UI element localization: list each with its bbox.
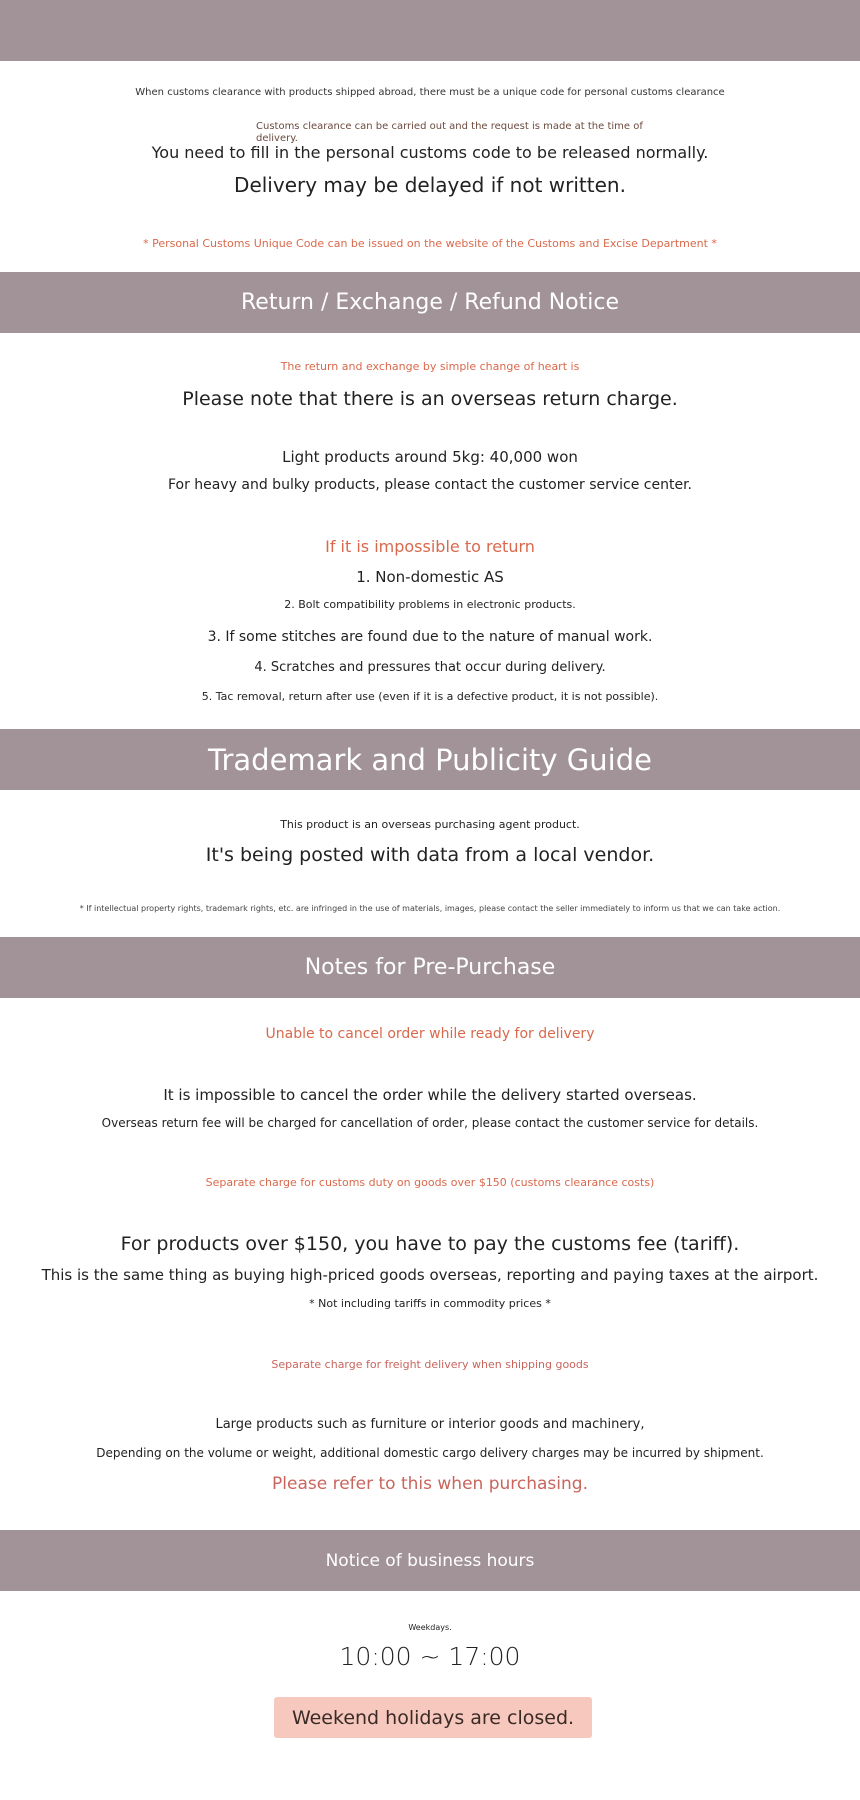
freight-title: Separate charge for freight delivery when shipping goods bbox=[271, 1358, 589, 1371]
returns-intro: The return and exchange by simple change of heart is bbox=[280, 360, 580, 373]
top-banner bbox=[0, 0, 860, 61]
returns-heading: Return / Exchange / Refund Notice bbox=[240, 290, 619, 315]
trademark-line-1: This product is an overseas purchasing agent product. bbox=[280, 818, 580, 831]
returns-heading-band bbox=[0, 272, 860, 333]
freight-line-2: Depending on the volume or weight, additional domestic cargo delivery charges may be incurred by shipment. bbox=[96, 1446, 764, 1460]
returns-item-3: 3. If some stitches are found due to the nature of manual work. bbox=[207, 629, 653, 645]
hours-heading: Notice of business hours bbox=[325, 1550, 535, 1571]
customs-line-4: Delivery may be delayed if not written. bbox=[234, 173, 626, 197]
freight-line-1: Large products such as furniture or interior goods and machinery, bbox=[215, 1417, 645, 1432]
returns-light: Light products around 5kg: 40,000 won bbox=[282, 448, 578, 466]
duty-line-1: For products over $150, you have to pay the customs fee (tariff). bbox=[120, 1233, 740, 1255]
customs-line-1: When customs clearance with products shipped abroad, there must be a unique code for personal customs clearance bbox=[135, 87, 725, 98]
weekend-closed-text: Weekend holidays are closed. bbox=[291, 1706, 575, 1729]
cancel-line-1: It is impossible to cancel the order while the delivery started overseas. bbox=[163, 1086, 697, 1104]
freight-refer: Please refer to this when purchasing. bbox=[272, 1474, 588, 1494]
duty-line-2: This is the same thing as buying high-priced goods overseas, reporting and paying taxes at the airport. bbox=[41, 1266, 819, 1284]
trademark-heading-band bbox=[0, 729, 860, 790]
prepurchase-heading: Notes for Pre-Purchase bbox=[304, 955, 556, 980]
returns-item-4: 4. Scratches and pressures that occur during delivery. bbox=[254, 660, 606, 675]
trademark-line-2: It's being posted with data from a local vendor. bbox=[205, 844, 655, 866]
hours-heading-band bbox=[0, 1530, 860, 1591]
returns-heavy: For heavy and bulky products, please contact the customer service center. bbox=[167, 477, 692, 493]
duty-title: Separate charge for customs duty on goods over $150 (customs clearance costs) bbox=[205, 1176, 655, 1189]
trademark-note: * If intellectual property rights, trademark rights, etc. are infringed in the use of materials, images, please contact the seller immediately to inform us that we can take action. bbox=[79, 904, 781, 913]
cancel-line-2: Overseas return fee will be charged for cancellation of order, please contact the customer service for details. bbox=[101, 1116, 759, 1130]
weekend-closed-notice bbox=[274, 1697, 592, 1738]
duty-note: * Not including tariffs in commodity prices * bbox=[309, 1297, 551, 1310]
business-hours-time: 10:00 ~ 17:00 bbox=[339, 1642, 521, 1671]
weekdays-label: Weekdays. bbox=[408, 1623, 452, 1632]
returns-charge: Please note that there is an overseas return charge. bbox=[182, 388, 678, 410]
returns-item-5: 5. Tac removal, return after use (even if it is a defective product, it is not possible). bbox=[201, 690, 659, 703]
customs-line-3: You need to fill in the personal customs code to be released normally. bbox=[151, 143, 709, 162]
cancel-title: Unable to cancel order while ready for delivery bbox=[265, 1026, 595, 1042]
prepurchase-heading-band bbox=[0, 937, 860, 998]
returns-item-2: 2. Bolt compatibility problems in electronic products. bbox=[284, 598, 576, 611]
returns-item-1: 1. Non-domestic AS bbox=[356, 568, 504, 586]
customs-line-2: Customs clearance can be carried out and the request is made at the time of delivery. bbox=[256, 121, 643, 144]
trademark-heading: Trademark and Publicity Guide bbox=[208, 742, 652, 777]
customs-note: * Personal Customs Unique Code can be issued on the website of the Customs and Excise Department * bbox=[143, 237, 717, 250]
returns-impossible-title: If it is impossible to return bbox=[325, 537, 535, 556]
